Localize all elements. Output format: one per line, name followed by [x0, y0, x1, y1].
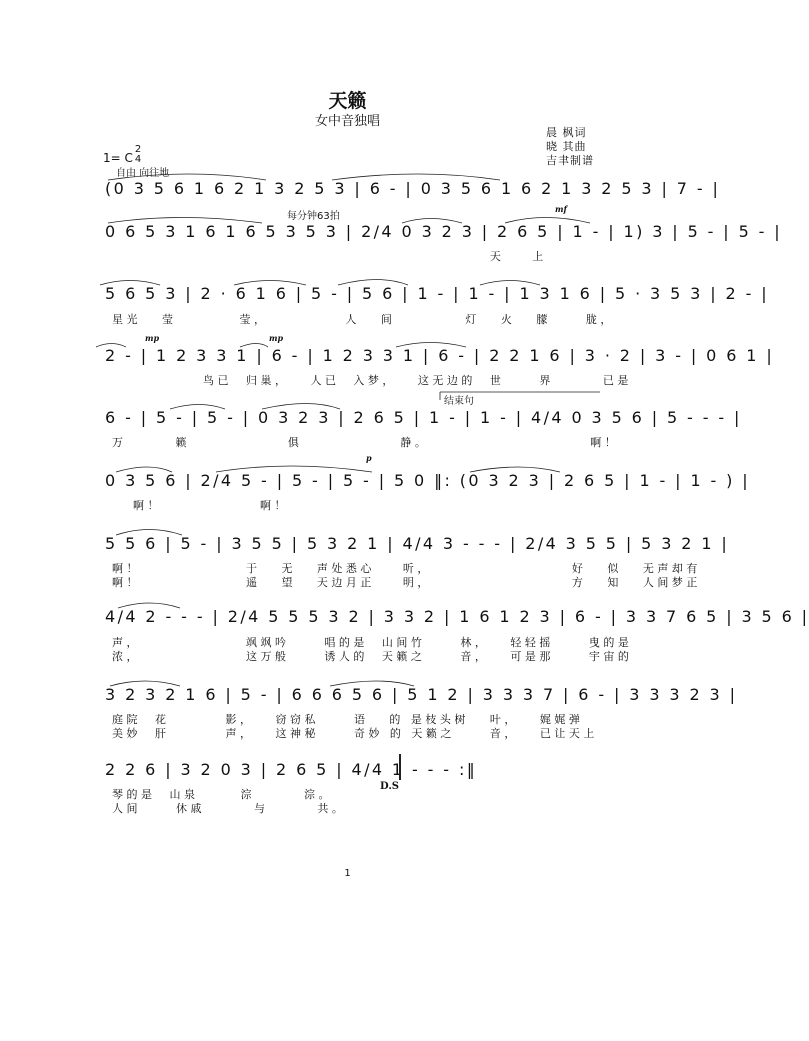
notation-row-6: 0 3 5 6 | 2/4 5 - | 5 - | 5 - | 5 0 ‖: (0 3 2 3 | 2 6 5 | 1 - | 1 - ) |	[105, 471, 751, 490]
lyrics-row-7b: 啊！ 遥 望 天边月正 明， 方 知 人间梦正	[112, 576, 701, 589]
notation-row-8: 4/4 2 - - - | 2/4 5 5 5 3 2 | 3 3 2 | 1 6 1 2 3 | 6 - | 3 3 7 6 5 | 3 5 6 |	[105, 607, 809, 626]
notation-row-5: 6 - | 5 - | 5 - | 0 3 2 3 | 2 6 5 | 1 - | 1 - | 4/4 0 3 5 6 | 5 - - - |	[105, 408, 742, 427]
lyrics-row-6: 啊！ 啊！	[112, 499, 289, 512]
tempo-note: 每分钟63拍	[287, 211, 340, 222]
intro-meter-bottom: 4	[134, 154, 142, 165]
notation-row-3: 5 6 5 3 | 2 · 6 1 6 | 5 - | 5 6 | 1 - | 1 - | 1 3 1 6 | 5 · 3 5 3 | 2 - |	[105, 284, 770, 303]
intro-meter-top: 2	[134, 144, 142, 155]
notation-row-1: (0 3 5 6 1 6 2 1 3 2 5 3 | 6 - | 0 3 5 6 1 6 2 1 3 2 5 3 | 7 - |	[105, 179, 721, 198]
performance-note: 自由 向往地	[116, 168, 170, 179]
lyrics-row-10b: 人间 休戚 与 共。	[112, 802, 347, 815]
notation-row-4: 2 - | 1 2 3 3 1 | 6 - | 1 2 3 3 1 | 6 - | 2 2 1 6 | 3 · 2 | 3 - | 0 6 1 |	[105, 346, 775, 365]
notation-row-2: 0 6 5 3 1 6 1 6 5 3 5 3 | 2/4 0 3 2 3 | 2 6 5 | 1 - | 1) 3 | 5 - | 5 - |	[105, 222, 783, 241]
lyrics-row-4: 鸟已 归巢， 人已 入梦， 这无边的 世 界 已是	[112, 374, 632, 387]
lyrics-row-2: 天 上	[112, 250, 547, 263]
ending-note: 结束句	[444, 396, 474, 407]
key-signature: 1= C	[103, 151, 133, 165]
notation-row-9: 3 2 3 2 1 6 | 5 - | 6 6 6 5 6 | 5 1 2 | 3 3 3 7 | 6 - | 3 3 3 2 3 |	[105, 685, 738, 704]
notation-row-10: 2 2 6 | 3 2 0 3 | 2 6 5 | 4/4 1 - - - :‖	[105, 760, 478, 779]
lyrics-row-3: 星光 莹 莹， 人 间 灯 火 朦 胧，	[112, 313, 615, 326]
lyrics-row-9a: 庭院 花 影， 窃窃私 语 的 是枝头树 叶， 娓娓弹	[112, 713, 584, 726]
lyrics-row-9b: 美妙 肝 声， 这神秘 奇妙 的 天籁之 音， 已让天上	[112, 727, 598, 740]
ds-mark: D.S	[380, 781, 400, 792]
dynamic-mark: mf	[555, 204, 567, 214]
song-title: 天籁	[328, 90, 367, 112]
lyrics-row-7a: 啊！ 于 无 声处悉心 听， 好 似 无声却有	[112, 562, 701, 575]
lyrics-row-8b: 浓， 这万般 诱人的 天籁之 音， 可是那 宇宙的	[112, 650, 633, 663]
notation-row-7: 5 5 6 | 5 - | 3 5 5 | 5 3 2 1 | 4/4 3 - - - | 2/4 3 5 5 | 5 3 2 1 |	[105, 534, 730, 553]
dynamic-mark: mp	[269, 333, 284, 343]
engraver-credit: 吉聿制谱	[546, 154, 594, 167]
lyrics-row-5: 万 籁 俱 静。 啊！	[112, 436, 620, 449]
lyrics-row-8a: 声， 飒飒吟 唱的是 山间竹 林， 轻轻摇 曳的是	[112, 636, 633, 649]
lyricist-credit: 晨 枫词	[546, 126, 587, 139]
dynamic-mark: p	[366, 453, 372, 463]
composer-credit: 晓 其曲	[546, 140, 587, 153]
dynamic-mark: mp	[145, 333, 160, 343]
lyrics-row-10a: 琴的是 山泉 淙 淙。	[112, 788, 333, 801]
page-number: 1	[344, 868, 351, 879]
song-subtitle: 女中音独唱	[314, 114, 380, 129]
